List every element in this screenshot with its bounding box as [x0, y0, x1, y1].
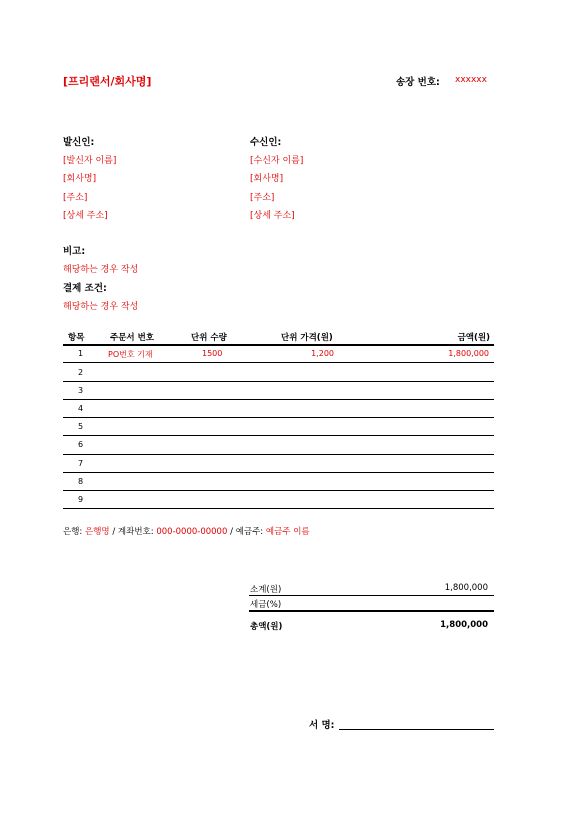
row-divider: [63, 381, 494, 382]
bank-name: 은행명: [85, 527, 110, 537]
remarks-value: 해당하는 경우 작성: [63, 265, 139, 275]
row-divider: [63, 399, 494, 400]
sender-label: 발신인:: [63, 137, 95, 148]
row-divider: [63, 508, 494, 509]
sender-address-detail: [상세 주소]: [63, 211, 108, 221]
header-amount: 금액(원): [457, 333, 490, 343]
unit-price: 1,200: [311, 349, 334, 358]
signature-label: 서 명:: [309, 720, 335, 731]
recipient-company: [회사명]: [250, 174, 284, 184]
separator: /: [230, 527, 233, 537]
row-divider: [63, 472, 494, 473]
row-divider: [63, 454, 494, 455]
row-index: 1: [77, 349, 84, 358]
invoice-number: xxxxxx: [455, 75, 487, 85]
row-index: 9: [77, 495, 84, 504]
sender-company: [회사명]: [63, 174, 97, 184]
unit-qty: 1500: [202, 349, 223, 358]
bank-info: [63, 525, 310, 537]
sender-address: [주소]: [63, 193, 88, 203]
invoice-number-label: 송장 번호:: [396, 77, 440, 88]
table-header-divider: [63, 344, 494, 346]
recipient-label: 수신인:: [250, 137, 282, 148]
row-index: 5: [77, 422, 84, 431]
payment-terms-label: 결제 조건:: [63, 283, 107, 294]
total-value: 1,800,000: [440, 620, 488, 630]
amount: 1,800,000: [448, 349, 489, 358]
bank-label: 은행:: [63, 527, 83, 537]
subtotal-value: 1,800,000: [444, 583, 488, 593]
header-qty: 단위 수량: [191, 333, 227, 343]
holder-name: 예금주 이름: [265, 527, 310, 537]
row-index: 7: [77, 459, 84, 468]
row-index: 2: [77, 368, 84, 377]
subtotal-divider: [249, 595, 494, 596]
recipient-name: [수신자 이름]: [250, 156, 304, 166]
po-number: PO번호 기재: [108, 350, 153, 359]
separator: /: [112, 527, 116, 537]
tax-label: 세금(%): [250, 600, 282, 610]
row-divider: [63, 490, 494, 491]
payment-terms-value: 해당하는 경우 작성: [63, 302, 139, 312]
row-index: 4: [77, 404, 84, 413]
recipient-address: [주소]: [250, 193, 275, 203]
row-index: 3: [77, 386, 84, 395]
header-unit-price: 단위 가격(원): [281, 333, 333, 343]
remarks-label: 비고:: [63, 246, 86, 257]
subtotal-label: 소계(원): [250, 585, 282, 595]
account-number: 000-0000-00000: [156, 527, 228, 537]
recipient-address-detail: [상세 주소]: [250, 211, 295, 221]
sender-name: [발신자 이름]: [63, 156, 117, 166]
row-divider: [63, 435, 494, 436]
company-name: [프리랜서/회사명]: [63, 75, 152, 88]
holder-label: 예금주:: [235, 527, 264, 537]
row-index: 8: [77, 477, 84, 486]
row-divider: [63, 362, 494, 363]
row-index: 6: [77, 440, 84, 449]
total-label: 총액(원): [250, 622, 283, 632]
signature-line[interactable]: [339, 729, 494, 730]
account-label: 계좌번호:: [117, 527, 154, 537]
row-divider: [63, 417, 494, 418]
tax-divider: [249, 610, 494, 612]
header-po-number: 주문서 번호: [110, 333, 155, 343]
header-item: 항목: [68, 333, 85, 343]
